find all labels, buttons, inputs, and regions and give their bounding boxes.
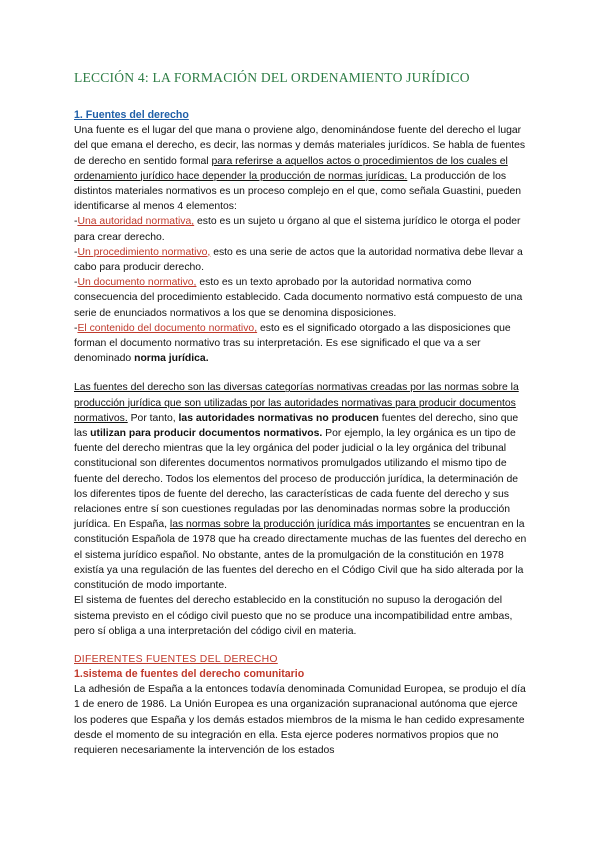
text-run: esto es un sujeto u órgano al que el sistema jurídico le otorga el poder para crear derecho.	[74, 216, 521, 243]
list-item-procedimiento	[74, 245, 532, 275]
bold-term: norma jurídica.	[134, 353, 209, 365]
text-run: La producción de los distintos materiales normativos es un proceso complejo en el que, como señala Guastini, pueden identificarse al menos 4 elementos:	[74, 170, 522, 213]
spacer	[74, 366, 532, 380]
underlined-heading: DIFERENTES FUENTES DEL DERECHO	[74, 653, 278, 665]
red-term: El contenido del documento normativo,	[77, 322, 258, 334]
list-item-contenido	[74, 321, 532, 367]
text-run: Una fuente es el lugar del que mana o proviene algo, denominándose fuente del derecho el lugar del que emana el derecho, es decir, las normas y demás materiales jurídicos. Se habla de fuentes de derecho en sentido formal	[74, 125, 526, 167]
red-term: Un documento normativo,	[77, 277, 197, 289]
text-run: esto es un texto aprobado por la autoridad normativa como consecuencia del procedimiento establecido. Cada documento normativo está compuesto de una serie de enunciados normativos a los que se denomina disposiciones.	[74, 277, 523, 319]
red-term: Un procedimiento normativo,	[77, 246, 211, 258]
document-body	[74, 70, 532, 758]
list-item-documento	[74, 275, 532, 321]
underlined-text: las normas sobre la producción jurídica más importantes	[169, 519, 431, 531]
text-run: esto es el significado otorgado a las disposiciones que forman el documento normativo tras su interpretación. Es ese significado el que va a ser denominado	[74, 322, 511, 365]
underlined-text: Las fuentes del derecho son las diversas categorías normativas creadas por las normas sobre la producción jurídica que son utilizadas por las autoridades normativas para producir documentos normativos.	[74, 382, 519, 424]
spacer	[74, 639, 532, 652]
bold-text: utilizan para producir documentos normativos.	[90, 428, 323, 440]
paragraph-sistema: El sistema de fuentes del derecho establecido en la constitución no supuso la derogación del sistema previsto en el código civil puesto que no se produce una incompatibilidad entre ambas, pero sí obliga a una interpretación del código civil en materia.	[74, 595, 513, 637]
dash: -	[74, 246, 78, 258]
text-run: fuentes del derecho, sino que las	[74, 412, 519, 440]
dash: -	[74, 216, 78, 228]
subsection-heading-comunitario: 1.sistema de fuentes del derecho comunitario	[74, 667, 305, 680]
section-heading-fuentes: 1. Fuentes del derecho	[74, 109, 189, 121]
text-run: Por tanto,	[127, 412, 179, 424]
paragraph-adhesion: La adhesión de España a la entonces todavía denominada Comunidad Europea, se produjo el día 1 de enero de 1986. La Unión Europea es una organización supranacional autónoma que ejerce los poderes que España y los demás estados miembros de la misma le han cedido expresamente desde el momento de su integración en ella. Esta ejerce poderes normativos propios que no requieren necesariamente la intervención de los estados	[74, 684, 526, 756]
list-item-autoridad	[74, 214, 532, 244]
bold-text: las autoridades normativas no producen	[178, 412, 379, 424]
section-heading-diferentes	[74, 652, 532, 667]
red-term: Una autoridad normativa,	[77, 216, 195, 228]
page-title: LECCIÓN 4: LA FORMACIÓN DEL ORDENAMIENTO JURÍDICO	[74, 70, 470, 85]
underlined-text: para referirse a aquellos actos o procedimientos de los cuales el ordenamiento jurídico hace depender la producción de normas jurídicas.	[74, 155, 508, 182]
dash: -	[74, 322, 78, 334]
paragraph-categorias	[74, 380, 532, 593]
text-run: esto es una serie de actos que la autoridad normativa debe llevar a cabo para producir derecho.	[74, 246, 523, 274]
dash: -	[74, 277, 78, 289]
paragraph-definition	[74, 123, 532, 214]
text-run: se encuentran en la constitución Española de 1978 que ha creado directamente muchas de las fuentes del derecho en el sistema jurídico español. No obstante, antes de la promulgación de la constitución en 1978 existía ya una regulación de las fuentes del derecho en el Código Civil que ha sido alterada por la constitución de modo importante.	[74, 519, 527, 592]
text-run: Por ejemplo, la ley orgánica es un tipo de fuente del derecho mientras que la ley orgánica del poder judicial o la ley orgánica del tribunal constitucional son diferentes documentos normativos promulgados utilizando el mismo tipo de fuente del derecho. Todos los elementos del proceso de producción jurídica, la determinación de los diferentes tipos de fuente del derecho, las características de cada fuente del derecho y sus relaciones entre sí son cuestiones reguladas por las denominadas normas sobre la producción jurídica. En España,	[74, 428, 518, 531]
